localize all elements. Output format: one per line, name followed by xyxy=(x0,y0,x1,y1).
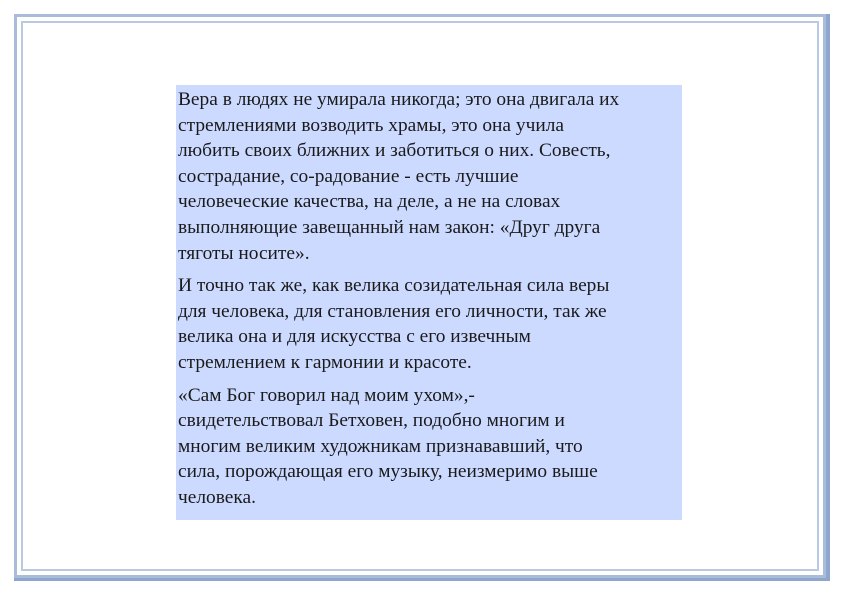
paragraph-faith: Вера в людях не умирала никогда; это она двигала их стремлениями возводить храмы, это она учила любить своих ближних и заботиться о них. Совесть, сострадание, со-радование - есть лучшие человеческие качества, на деле, а не на словах выполняющие завещанный нам закон: «Друг друга тяготы носите». xyxy=(178,89,620,264)
paragraph-beethoven: «Сам Бог говорил над моим ухом»,- свидетельствовал Бетховен, подобно многим и многим великим художникам признававший, что сила, порождающая его музыку, неизмеримо выше человека. xyxy=(178,384,598,508)
frame-shadow-right xyxy=(826,14,830,581)
text-box xyxy=(176,85,682,520)
paragraph-art: И точно так же, как велика созидательная сила веры для человека, для становления его личности, так же велика она и для искусства с его извечным стремлением к гармонии и красоте. xyxy=(178,275,610,373)
frame-shadow-bottom xyxy=(14,578,830,581)
